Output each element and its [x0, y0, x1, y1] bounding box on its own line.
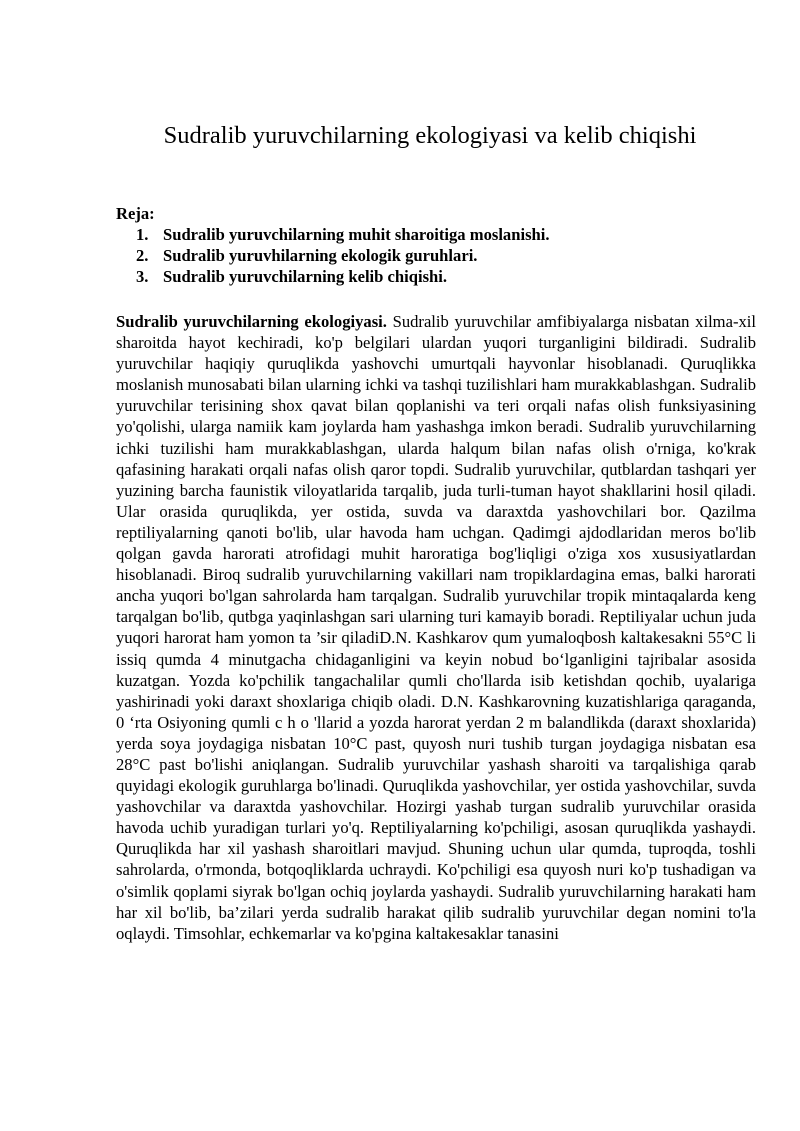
- section-text: Sudralib yuruvchilar amfibiyalarga nisbatan xilma-xil sharoitda hayot kechiradi, ko'p belgilari ulardan yuqori turganligini bildiradi. Sudralib yuruvchilar haqiqiy quruqlikda yashovchi umurtqali hayvonlar hisoblanadi. Quruqlikka moslanish munosabati bilan ularning ichki va tashqi tuzilishlari ham murakkablashgan. Sudralib yuruvchilar terisining shox qavat bilan qoplanishi va teri orqali nafas olish funksiyasining yo'qolishi, ularga namiik kam joylarda ham yashashga imkon beradi. Sudralib yuruvchilarning ichki tuzilishi ham murakkablashgan, ularda halqum bilan nafas olish o'rniga, ko'krak qafasining harakati orqali nafas olish qaror topdi. Sudralib yuruvchilar, qutblardan tashqari yer yuzining barcha faunistik viloyatlarida tarqalib, juda turli-tuman hayot shakllarini hosil qiladi. Ular orasida quruqlikda, yer ostida, suvda va daraxtda yashovchilari bor. Qazilma reptiliyalarning qanoti bo'lib, ular havoda ham uchgan. Qadimgi ajdodlaridan meros bo'lib qolgan gavda harorati atrofidagi muhit haroratiga bog'liqligi o'ziga xos xususiyatlardan hisoblanadi. Biroq sudralib yuruvchilarning vakillari nam tropiklardagina emas, balki harorati ancha yuqori bo'lgan sahrolarda ham tarqalgan. Sudralib yuruvchilar tropik mintaqalarda keng tarqalgan bo'lib, qutbga yaqinlashgan sari ularning turi kamayib boradi. Reptiliyalar uchun juda yuqori harorat ham yomon ta ’sir qiladiD.N. Kashkarov qum yumaloqbosh kaltakesakni 55°C li issiq qumda 4 minutgacha chidaganligini va keyin nobud bo‘lganligini tajribalar asosida kuzatgan. Yozda ko'pchilik tangachalilar qumli cho'llarda isib ketishdan qochib, uyalariga yashirinadi yoki daraxt shoxlariga chiqib oladi. D.N. Kashkarovning kuzatishlariga qaraganda, 0 ‘rta Osiyoning qumli c h o 'llarid a yozda harorat yerdan 2 m balandlikda (daraxt shoxlarida) yerda soya joydagiga nisbatan 10°C past, quyosh nuri tushib turgan joydagiga nisbatan esa 28°C past bo'lishi aniqlangan. Sudralib yuruvchilar yashash sharoiti va tarqalishiga qarab quyidagi ekologik guruhlarga bo'linadi. Quruqlikda yashovchilar, yer ostida yashovchilar, suvda yashovchilar va daraxtda yashovchilar. Hozirgi yashab turgan sudralib yuruvchilar orasida havoda uchib yuradigan turlari yo'q. Reptiliyalarning ko'pchiligi, asosan quruqlikda yashaydi. Quruqlikda har xil yashash sharoitlari mavjud. Shuning uchun ular qumda, tuproqda, toshli sahrolarda, o'rmonda, botqoqliklarda uchraydi. Ko'pchiligi esa quyosh nuri ko'p tushadigan va o'simlik qoplami siyrak bo'lgan ochiq joylarda yashaydi. Sudralib yuruvchilarning harakati ham har xil bo'lib, ba’zilari yerda sudralib harakat qilib sudralib yuruvchilar degan nomini to'la oqlaydi. Timsohlar, echkemarlar va ko'pgina kaltakesaklar tanasini: [116, 312, 756, 943]
- document-title: Sudralib yuruvchilarning ekologiyasi va kelib chiqishi: [163, 122, 697, 149]
- plan-item: [116, 245, 756, 266]
- plan-item-text: Sudralib yuruvchilarning muhit sharoitiga moslanishi.: [163, 225, 550, 244]
- plan-item: [116, 224, 756, 245]
- plan-heading: Reja:: [116, 204, 155, 223]
- plan-item: [116, 266, 756, 287]
- plan-item-number: 1.: [136, 225, 149, 244]
- plan-list: [116, 224, 756, 287]
- section-lead: Sudralib yuruvchilarning ekologiyasi.: [116, 312, 387, 331]
- body-paragraph: [116, 311, 756, 944]
- plan-item-number: 3.: [136, 267, 149, 286]
- plan-section: [116, 203, 756, 287]
- plan-item-text: Sudralib yuruvhilarning ekologik guruhlari.: [163, 246, 478, 265]
- plan-item-text: Sudralib yuruvchilarning kelib chiqishi.: [163, 267, 448, 286]
- plan-item-number: 2.: [136, 246, 149, 265]
